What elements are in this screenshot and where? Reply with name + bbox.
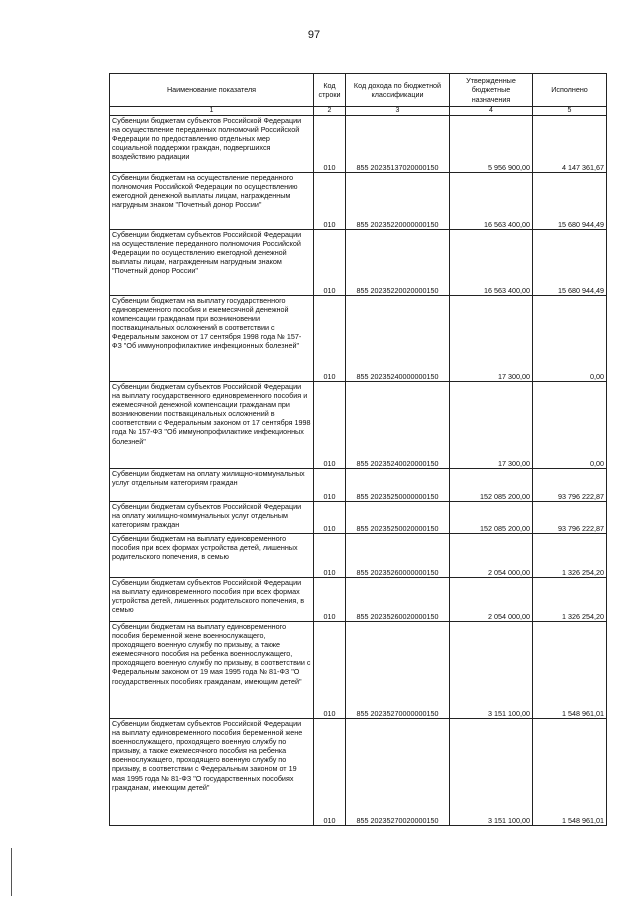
- income-code: 855 20235220020000150: [346, 230, 450, 296]
- line-code: 010: [314, 469, 346, 502]
- executed-amount: 93 796 222,87: [533, 502, 607, 534]
- executed-amount: 0,00: [533, 382, 607, 469]
- executed-amount: 1 548 961,01: [533, 622, 607, 719]
- indicator-name: Субвенции бюджетам субъектов Российской Федерации на выплату единовременного пособия беременной жене военнослужащего, проходящего военную службу по призыву, а также ежемесячного пособия на ребенка военнослужащего, проходящего военную службу по призыву, в соответствии с Федеральным законом от 19 мая 1995 года № 81-ФЗ "О государственных пособиях гражданам, имеющим детей": [110, 719, 314, 826]
- line-code: 010: [314, 173, 346, 230]
- executed-amount: 93 796 222,87: [533, 469, 607, 502]
- header-name: Наименование показателя: [110, 74, 314, 107]
- indicator-name: Субвенции бюджетам на выплату единовременного пособия при всех формах устройства детей, лишенных родительского попечения, в семью: [110, 534, 314, 578]
- income-code: 855 20235270020000150: [346, 719, 450, 826]
- table-row: [110, 622, 607, 719]
- line-code: 010: [314, 502, 346, 534]
- line-code: 010: [314, 578, 346, 622]
- line-code: 010: [314, 622, 346, 719]
- table-header-row: [110, 74, 607, 107]
- income-code: 855 20235137020000150: [346, 116, 450, 173]
- executed-amount: 0,00: [533, 296, 607, 382]
- income-code: 855 20235270000000150: [346, 622, 450, 719]
- income-code: 855 20235220000000150: [346, 173, 450, 230]
- column-number: 2: [314, 107, 346, 116]
- indicator-name: Субвенции бюджетам субъектов Российской Федерации на выплату государственного единовременного пособия и ежемесячной денежной компенсации гражданам при возникновении поствакцинальных осложнений в соответствии с Федеральным законом от 17 сентября 1998 года № 157-ФЗ "Об иммунопрофилактике инфекционных болезней": [110, 382, 314, 469]
- table-row: [110, 502, 607, 534]
- binding-margin-line: [11, 848, 12, 896]
- executed-amount: 15 680 944,49: [533, 173, 607, 230]
- column-number-row: [110, 107, 607, 116]
- income-code: 855 20235240020000150: [346, 382, 450, 469]
- indicator-name: Субвенции бюджетам субъектов Российской Федерации на выплату единовременного пособия при всех формах устройства детей, лишенных родительского попечения, в семью: [110, 578, 314, 622]
- line-code: 010: [314, 382, 346, 469]
- line-code: 010: [314, 230, 346, 296]
- column-number: 1: [110, 107, 314, 116]
- line-code: 010: [314, 296, 346, 382]
- executed-amount: 1 326 254,20: [533, 578, 607, 622]
- approved-amount: 2 054 000,00: [450, 578, 533, 622]
- income-code: 855 20235260000000150: [346, 534, 450, 578]
- table-row: [110, 296, 607, 382]
- approved-amount: 152 085 200,00: [450, 469, 533, 502]
- approved-amount: 17 300,00: [450, 296, 533, 382]
- table-row: [110, 230, 607, 296]
- executed-amount: 1 326 254,20: [533, 534, 607, 578]
- line-code: 010: [314, 534, 346, 578]
- header-executed: Исполнено: [533, 74, 607, 107]
- approved-amount: 3 151 100,00: [450, 719, 533, 826]
- table-row: [110, 578, 607, 622]
- indicator-name: Субвенции бюджетам на выплату государственного единовременного пособия и ежемесячной денежной компенсации гражданам при возникновении поствакцинальных осложнений в соответствии с Федеральным законом от 17 сентября 1998 года № 157-ФЗ "Об иммунопрофилактике инфекционных болезней": [110, 296, 314, 382]
- executed-amount: 15 680 944,49: [533, 230, 607, 296]
- header-approved: Утвержденные бюджетные назначения: [450, 74, 533, 107]
- income-code: 855 20235250020000150: [346, 502, 450, 534]
- line-code: 010: [314, 116, 346, 173]
- income-code: 855 20235240000000150: [346, 296, 450, 382]
- income-code: 855 20235260020000150: [346, 578, 450, 622]
- page-number: 97: [307, 29, 321, 41]
- table-row: [110, 173, 607, 230]
- approved-amount: 17 300,00: [450, 382, 533, 469]
- column-number: 3: [346, 107, 450, 116]
- indicator-name: Субвенции бюджетам субъектов Российской Федерации на осуществление переданных полномочий Российской Федерации по предоставлению отдельных мер социальной поддержки граждан, подвергшихся воздействию радиации: [110, 116, 314, 173]
- header-income-code: Код дохода по бюджетной классификации: [346, 74, 450, 107]
- column-number: 5: [533, 107, 607, 116]
- column-number: 4: [450, 107, 533, 116]
- table-row: [110, 116, 607, 173]
- table-row: [110, 719, 607, 826]
- approved-amount: 3 151 100,00: [450, 622, 533, 719]
- table-row: [110, 382, 607, 469]
- approved-amount: 16 563 400,00: [450, 173, 533, 230]
- indicator-name: Субвенции бюджетам субъектов Российской Федерации на оплату жилищно-коммунальных услуг отдельным категориям граждан: [110, 502, 314, 534]
- income-code: 855 20235250000000150: [346, 469, 450, 502]
- line-code: 010: [314, 719, 346, 826]
- indicator-name: Субвенции бюджетам на осуществление переданного полномочия Российской Федерации по осуществлению ежегодной денежной выплаты лицам, награжденным нагрудным знаком "Почетный донор России": [110, 173, 314, 230]
- executed-amount: 1 548 961,01: [533, 719, 607, 826]
- indicator-name: Субвенции бюджетам субъектов Российской Федерации на осуществление переданного полномочия Российской Федерации по осуществлению ежегодной денежной выплаты лицам, награжденным нагрудным знаком "Почетный донор России": [110, 230, 314, 296]
- table-row: [110, 534, 607, 578]
- indicator-name: Субвенции бюджетам на оплату жилищно-коммунальных услуг отдельным категориям граждан: [110, 469, 314, 502]
- indicator-name: Субвенции бюджетам на выплату единовременного пособия беременной жене военнослужащего, проходящего военную службу по призыву, а также ежемесячного пособия на ребенка военнослужащего, проходящего военную службу по призыву, в соответствии с Федеральным законом от 19 мая 1995 года № 81-ФЗ "О государственных пособиях гражданам, имеющим детей": [110, 622, 314, 719]
- executed-amount: 4 147 361,67: [533, 116, 607, 173]
- table-row: [110, 469, 607, 502]
- approved-amount: 5 956 900,00: [450, 116, 533, 173]
- approved-amount: 2 054 000,00: [450, 534, 533, 578]
- approved-amount: 152 085 200,00: [450, 502, 533, 534]
- budget-income-table: [109, 73, 607, 826]
- header-line-code: Код строки: [314, 74, 346, 107]
- approved-amount: 16 563 400,00: [450, 230, 533, 296]
